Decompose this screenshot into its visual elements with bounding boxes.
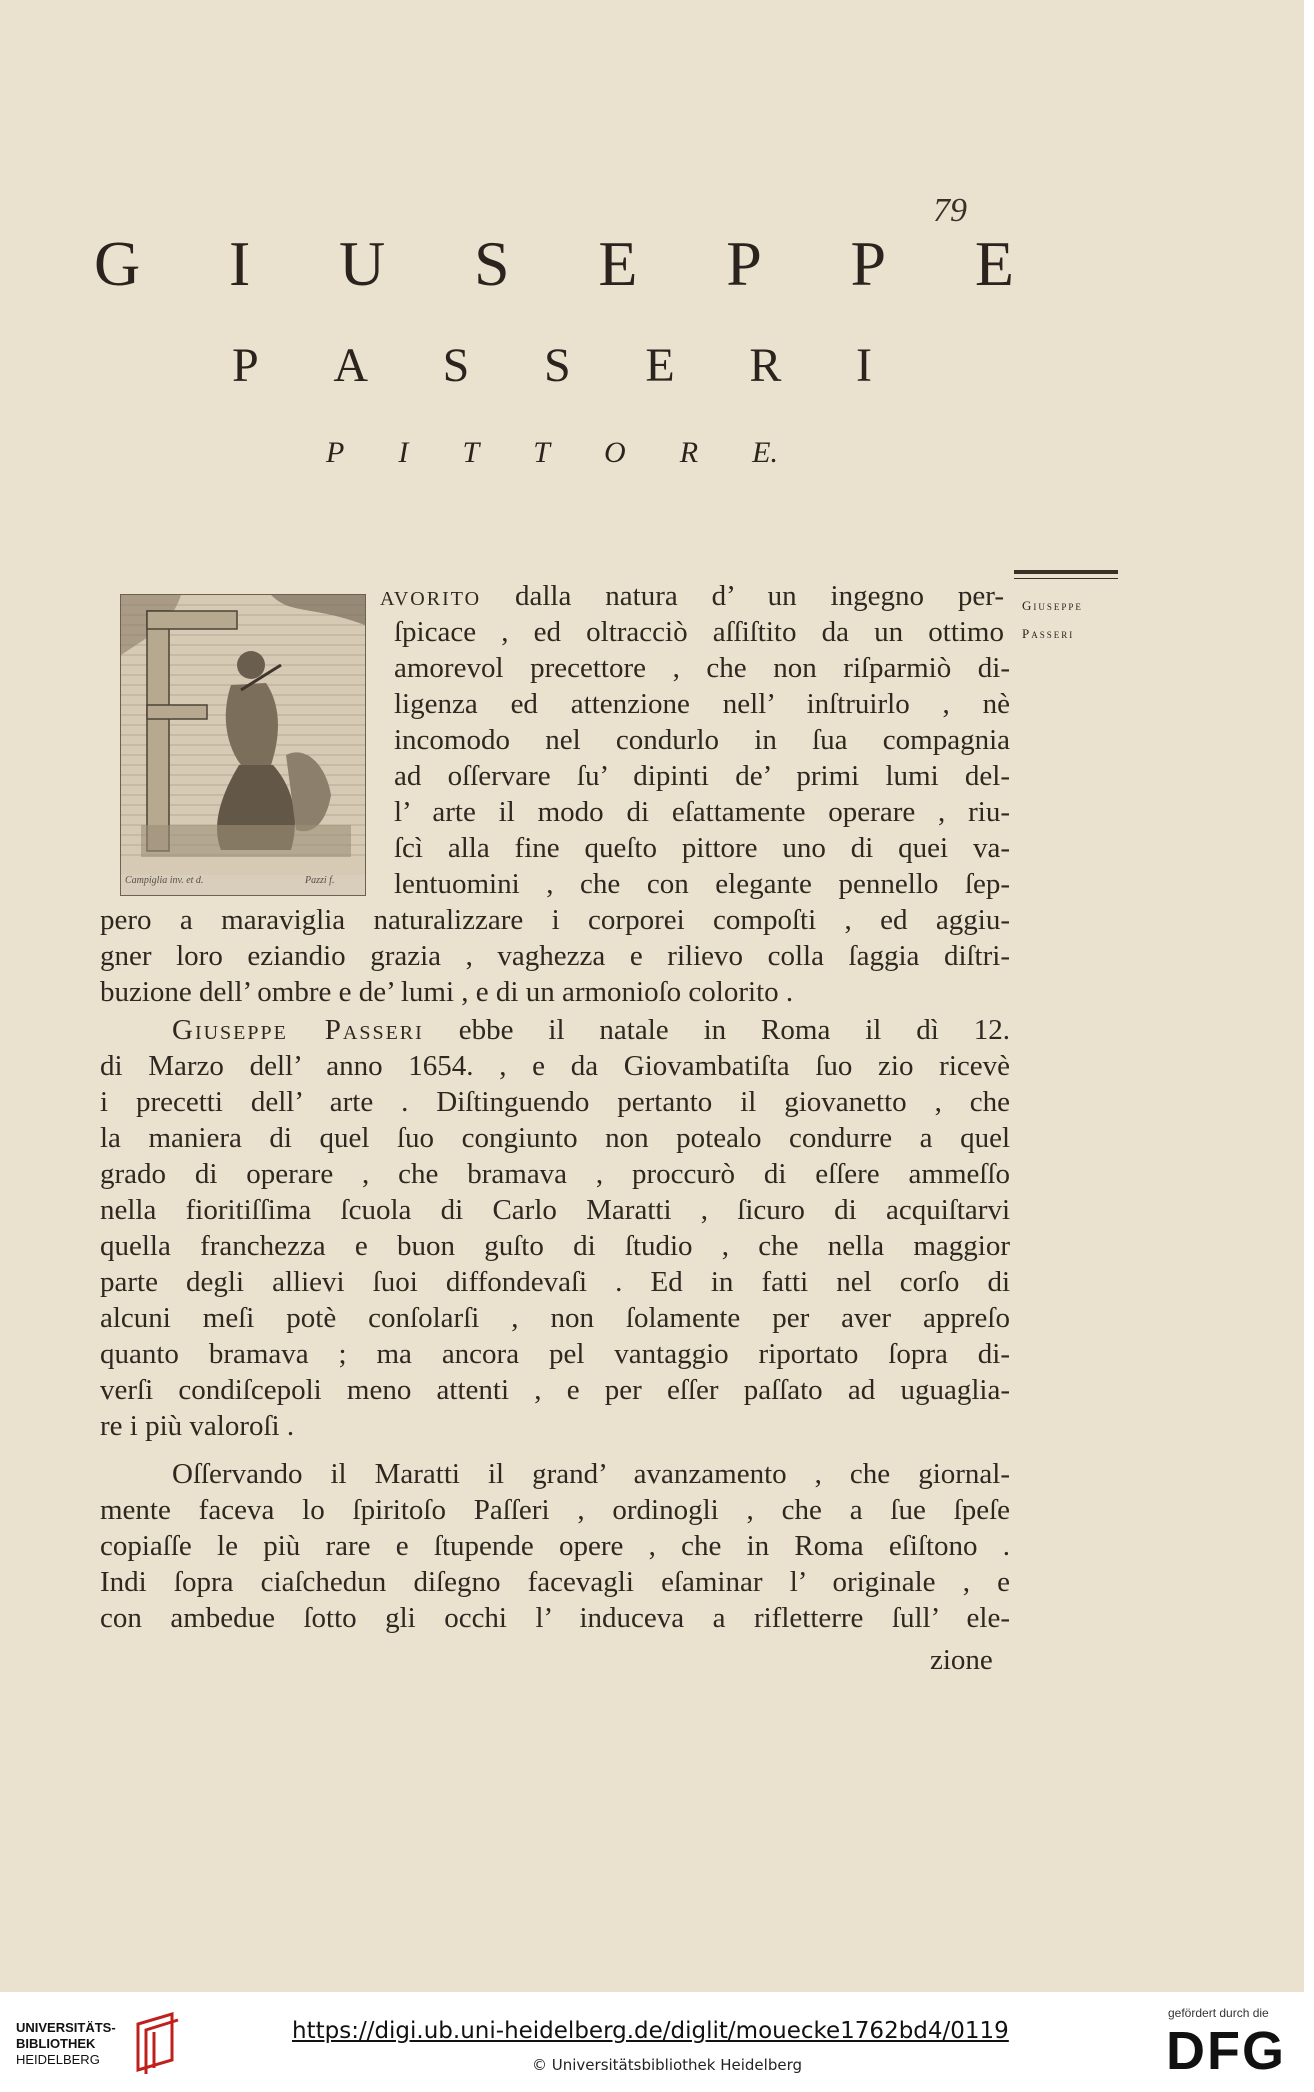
subtitle-letter: P — [326, 436, 345, 469]
text-line: Oſſervando il Maratti il grand’ avanzamento , che giornal- — [172, 1458, 1010, 1490]
text-line: nella fioritiſſima ſcuola di Carlo Maratti , ſicuro di acquiſtarvi — [100, 1194, 1010, 1226]
text-line: mente faceva lo ſpiritoſo Paſſeri , ordinogli , che a ſue ſpeſe — [100, 1494, 1010, 1526]
footer-bar — [0, 1992, 1314, 2092]
engraved-initial-illustration — [121, 595, 365, 875]
citation-url-link[interactable]: https://digi.ub.uni-heidelberg.de/diglit/mouecke1762bd4/0119 — [292, 2018, 1009, 2044]
title-letter: S — [442, 339, 470, 392]
library-name-line-3: HEIDELBERG — [16, 2052, 100, 2067]
title-letter: E — [598, 228, 638, 299]
page-number: 79 — [933, 192, 967, 229]
text-line: ſcì alla fine queſto pittore uno di quei va- — [394, 832, 1010, 864]
subtitle — [326, 438, 778, 468]
text-line: di Marzo dell’ anno 1654. , e da Giovambatiſta ſuo zio ricevè — [100, 1050, 1010, 1082]
text-line: ligenza ed attenzione nell’ inſtruirlo , nè — [394, 688, 1010, 720]
text-line: l’ arte il modo di eſattamente operare , riu- — [394, 796, 1010, 828]
text-line-rest: ebbe il natale in Roma il dì 12. — [458, 1014, 1010, 1046]
text-line: ſpicace , ed oltracciò aſſiſtito da un ottimo — [394, 616, 1004, 648]
text-line: quella franchezza e buon guſto di ſtudio , che nella maggior — [100, 1230, 1010, 1262]
title-letter: P — [726, 228, 762, 299]
text-line: buzione dell’ ombre e de’ lumi , e di un armonioſo colorito . — [100, 976, 794, 1008]
dfg-funding-note: gefördert durch die — [1168, 2006, 1269, 2020]
title-letter: R — [749, 339, 782, 392]
text-line: quanto bramava ; ma ancora pel vantaggio riportato ſopra di- — [100, 1338, 1010, 1370]
plate-caption-left: Campiglia inv. et d. — [125, 875, 204, 886]
text-line: grado di operare , che bramava , proccurò di eſſere ammeſſo — [100, 1158, 1010, 1190]
title-letter: P — [232, 339, 259, 392]
subtitle-letter: O — [604, 436, 626, 469]
text-line: re i più valoroſi . — [100, 1410, 295, 1442]
title-letter: A — [333, 339, 369, 392]
text-line: copiaſſe le più rare e ſtupende opere , che in Roma eſiſtono . — [100, 1530, 1010, 1562]
title-letter: E — [974, 228, 1014, 299]
title-letter: S — [544, 339, 571, 392]
catchword: zione — [930, 1644, 993, 1676]
text-line: ad oſſervare ſu’ dipinti de’ primi lumi del- — [394, 760, 1010, 792]
text-line: gner loro eziandio grazia , vaghezza e rilievo colla ſaggia diſtri- — [100, 940, 1010, 972]
drop-cap-plate — [120, 594, 366, 896]
title-letter: S — [474, 228, 510, 299]
text-line: Indi ſopra ciaſchedun diſegno facevagli eſaminar l’ originale , e — [100, 1566, 1010, 1598]
text-line — [172, 1012, 1010, 1048]
title-line-1 — [94, 228, 1014, 299]
subtitle-letter: T — [462, 436, 480, 469]
opening-word: avorito — [380, 580, 482, 612]
text-line: i precetti dell’ arte . Diſtinguendo pertanto il giovanetto , che — [100, 1086, 1010, 1118]
title-line-2 — [232, 339, 872, 392]
dfg-logo: DFG — [1166, 2021, 1286, 2081]
library-logo-icon — [132, 2010, 182, 2076]
library-name-line-2: BIBLIOTHEK — [16, 2036, 96, 2051]
subtitle-letter: R — [679, 436, 699, 469]
text-line-rest: dalla natura d’ un ingegno per- — [515, 580, 1005, 612]
title-letter: G — [94, 228, 141, 299]
marginal-rule-thin — [1014, 578, 1118, 579]
subtitle-letter: E. — [752, 436, 778, 469]
title-letter: E — [645, 339, 675, 392]
marginal-note-line-1: Giuseppe — [1022, 598, 1083, 613]
marginal-note-line-2: Passeri — [1022, 626, 1075, 641]
title-letter: I — [228, 228, 251, 299]
title-letter: U — [339, 228, 386, 299]
subtitle-letter: I — [398, 436, 409, 469]
person-name: Giuseppe Passeri — [172, 1014, 424, 1046]
text-line: amorevol precettore , che non riſparmiò di- — [394, 652, 1010, 684]
text-line: parte degli allievi ſuoi diffondevaſi . Ed in fatti nel corſo di — [100, 1266, 1010, 1298]
text-line: la maniera di quel ſuo congiunto non potealo condurre a quel — [100, 1122, 1010, 1154]
text-line: lentuomini , che con elegante pennello ſep- — [394, 868, 1010, 900]
text-line: verſi condiſcepoli meno attenti , e per eſſer paſſato ad uguaglia- — [100, 1374, 1010, 1406]
text-line: incomodo nel condurlo in ſua compagnia — [394, 724, 1010, 756]
title-letter: P — [850, 228, 887, 299]
subtitle-letter: T — [533, 436, 550, 469]
text-line — [380, 578, 1004, 614]
library-name-line-1: UNIVERSITÄTS- — [16, 2020, 116, 2035]
text-line: pero a maraviglia naturalizzare i corporei compoſti , ed aggiu- — [100, 904, 1010, 936]
marginal-rule — [1014, 570, 1118, 574]
plate-caption-right: Pazzi f. — [305, 875, 335, 886]
text-line: alcuni meſi potè conſolarſi , non ſolamente per aver appreſo — [100, 1302, 1010, 1334]
title-letter: I — [855, 339, 872, 392]
copyright-notice: © Universitätsbibliothek Heidelberg — [532, 2056, 803, 2074]
text-line: con ambedue ſotto gli occhi l’ induceva a rifletterre ſull’ ele- — [100, 1602, 1010, 1634]
